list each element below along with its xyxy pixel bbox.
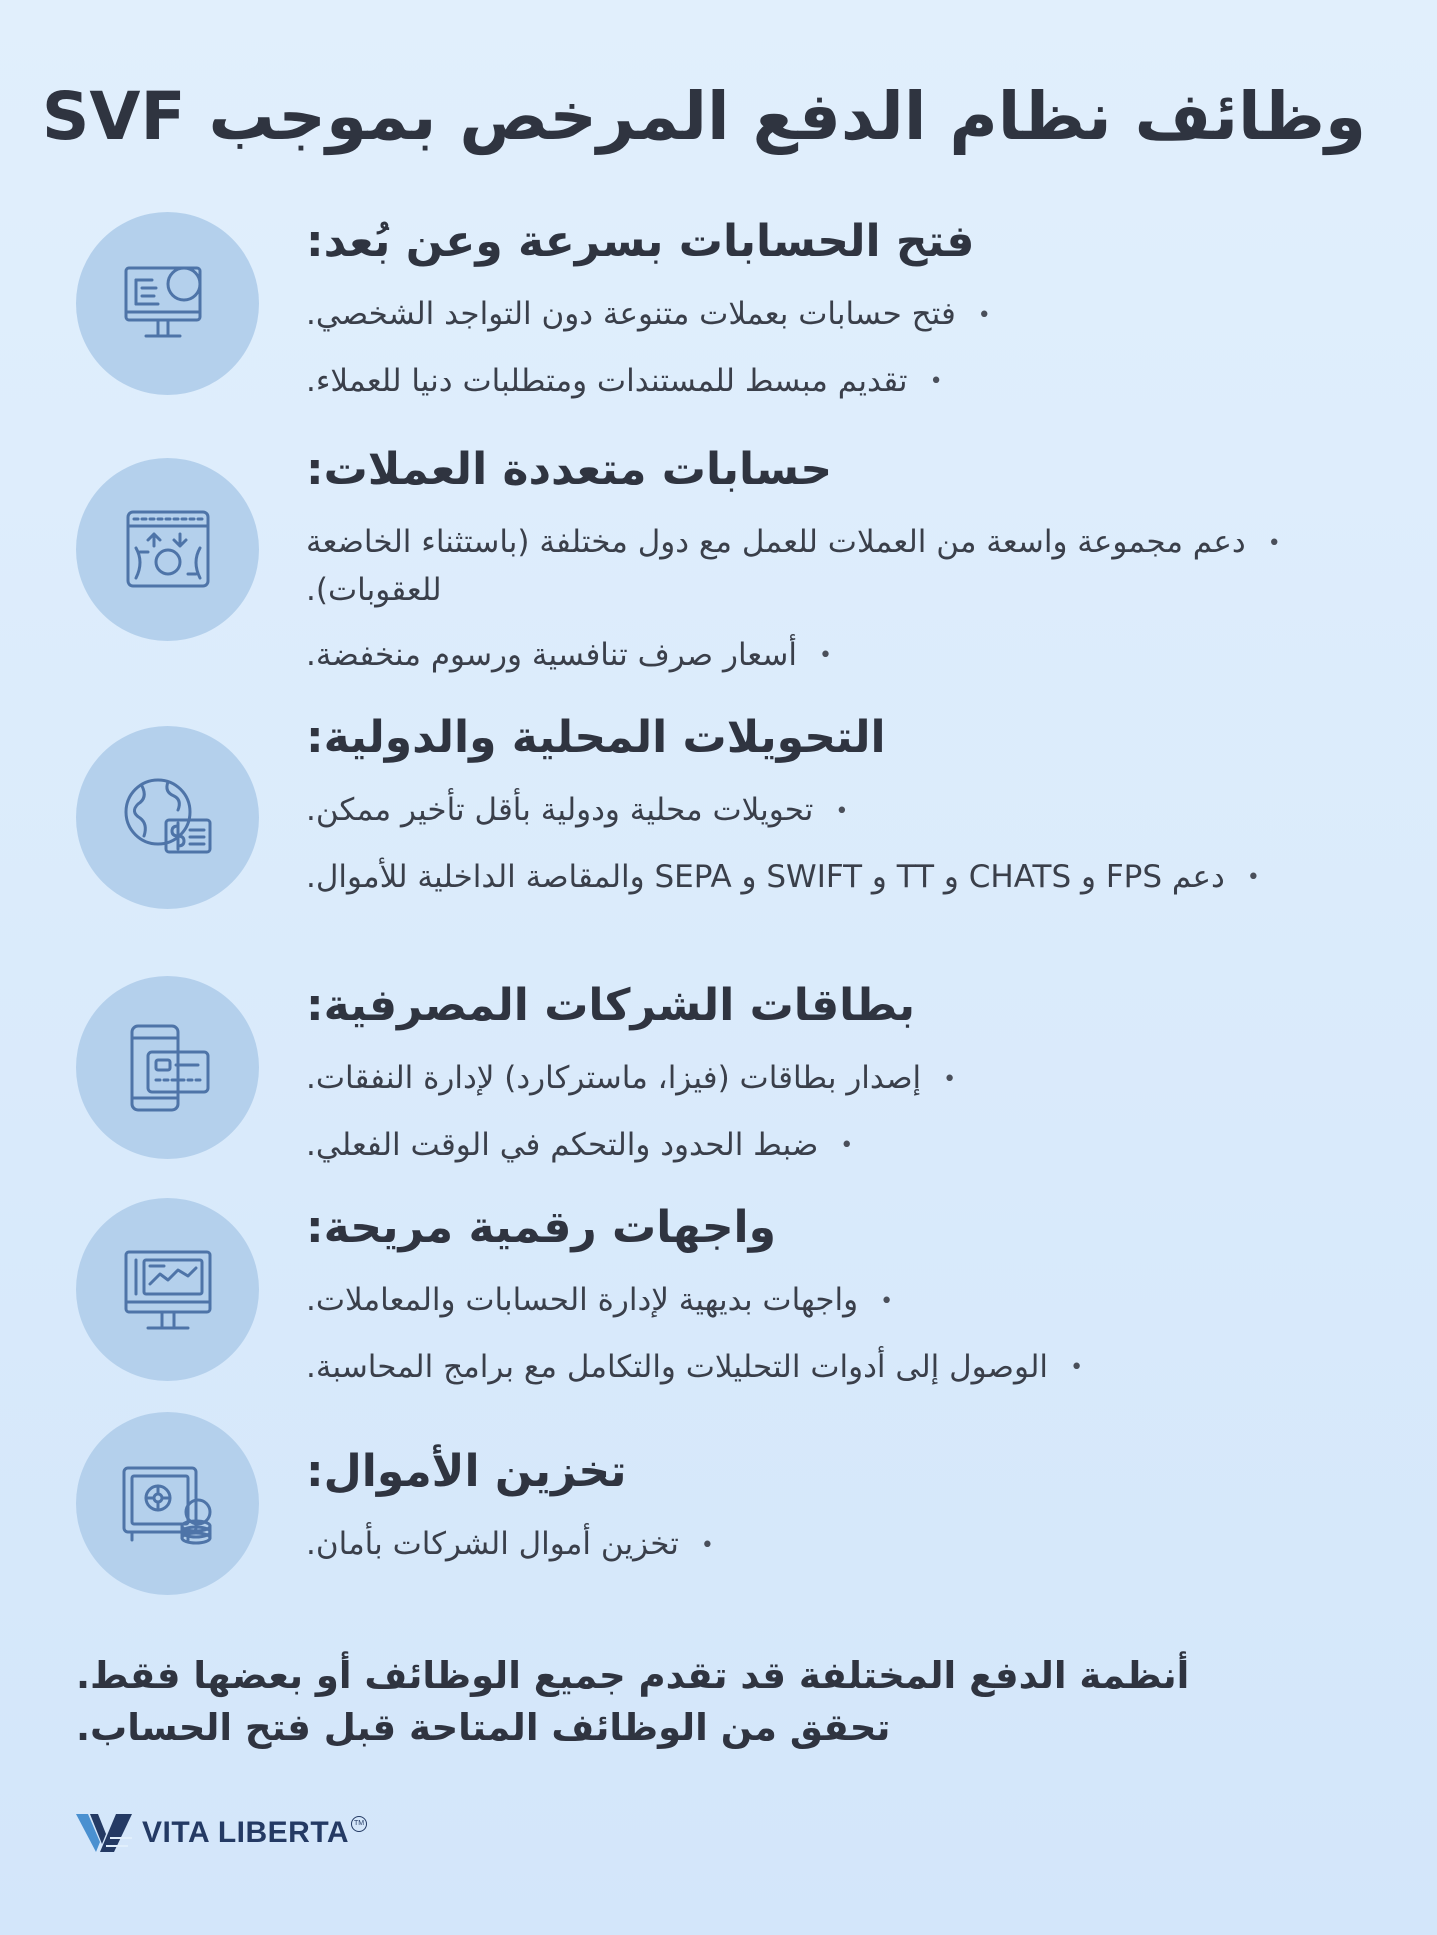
feature-points [306, 787, 1306, 901]
list-item: • الوصول إلى أدوات التحليلات والتكامل مع برامج المحاسبة. [306, 1344, 1306, 1392]
list-item: • واجهات بديهية لإدارة الحسابات والمعاملات. [306, 1277, 1306, 1325]
list-item: • فتح حسابات بعملات متنوعة دون التواجد الشخصي. [306, 291, 1306, 339]
trademark-badge: TM [351, 1816, 367, 1832]
globe-transfer-icon [76, 726, 259, 909]
list-item: • ضبط الحدود والتحكم في الوقت الفعلي. [306, 1122, 1306, 1170]
feature-title: بطاقات الشركات المصرفية: [306, 980, 916, 1031]
list-item: • تحويلات محلية ودولية بأقل تأخير ممكن. [306, 787, 1306, 835]
list-item: • تخزين أموال الشركات بأمان. [306, 1521, 1306, 1569]
feature-points [306, 1055, 1306, 1169]
feature-title: حسابات متعددة العملات: [306, 444, 833, 495]
feature-points [306, 519, 1306, 679]
feature-body [306, 1442, 1306, 1569]
brand-name: VITA LIBERTA [142, 1816, 350, 1849]
feature-points [306, 1521, 1306, 1569]
disclaimer-note: أنظمة الدفع المختلفة قد تقدم جميع الوظائف أو بعضها فقط. تحقق من الوظائف المتاحة قبل فتح الحساب. [76, 1654, 1190, 1749]
list-item: • أسعار صرف تنافسية ورسوم منخفضة. [306, 632, 1306, 680]
phone-card-icon [76, 976, 259, 1159]
feature-body [306, 212, 1306, 405]
list-item: • تقديم مبسط للمستندات ومتطلبات دنيا للعملاء. [306, 358, 1306, 406]
feature-body [306, 976, 1306, 1169]
feature-title: واجهات رقمية مريحة: [306, 1202, 776, 1253]
feature-body [306, 440, 1306, 679]
feature-points [306, 291, 1306, 405]
safe-coins-icon [76, 1412, 259, 1595]
list-item: • إصدار بطاقات (فيزا، ماستركارد) لإدارة النفقات. [306, 1055, 1306, 1103]
feature-points [306, 1277, 1306, 1391]
feature-body [306, 1198, 1306, 1391]
feature-title: فتح الحسابات بسرعة وعن بُعد: [306, 216, 975, 267]
feature-title: تخزين الأموال: [306, 1446, 627, 1497]
feature-body [306, 708, 1306, 901]
list-item: • دعم FPS و CHATS و TT و SWIFT و SEPA والمقاصة الداخلية للأموال. [306, 854, 1306, 902]
list-item: • دعم مجموعة واسعة من العملات للعمل مع دول مختلفة (باستثناء الخاضعة للعقوبات). [306, 519, 1306, 613]
computer-monitor-icon [76, 212, 259, 395]
page-title: وظائف نظام الدفع المرخص بموجب SVF [41, 78, 1366, 155]
currency-exchange-icon [76, 458, 259, 641]
dashboard-monitor-icon [76, 1198, 259, 1381]
brand-logo [76, 1812, 367, 1854]
feature-title: التحويلات المحلية والدولية: [306, 712, 886, 763]
vita-liberta-logo-icon [76, 1812, 132, 1854]
